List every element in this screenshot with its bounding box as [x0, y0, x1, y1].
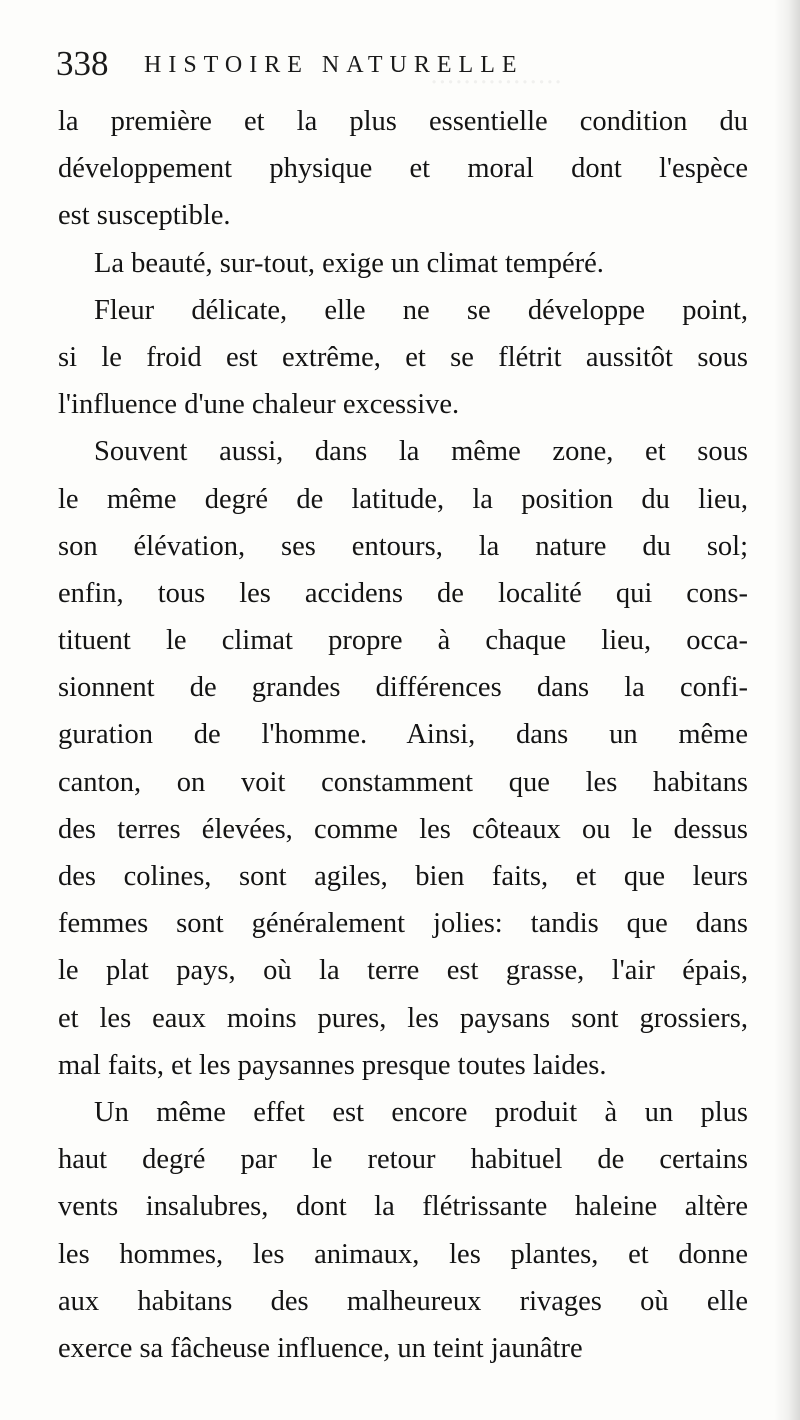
text-line: Un même effet est encore produit à un plus [94, 1096, 748, 1128]
text-line: haut degré par le retour habituel de certains [58, 1144, 748, 1176]
text-line: Fleur délicate, elle ne se développe point, [94, 294, 748, 326]
text-line: mal faits, et les paysannes presque toutes laides. [58, 1049, 607, 1081]
body-text [58, 98, 748, 1372]
text-line: si le froid est extrême, et se flétrit aussitôt sous [58, 341, 748, 373]
running-head: HISTOIRE NATURELLE [144, 52, 524, 78]
paragraph [58, 240, 748, 287]
page-edge-shadow [774, 0, 800, 1420]
page-number: 338 [56, 44, 109, 83]
paragraph [58, 428, 748, 1089]
text-line: son élévation, ses entours, la nature du sol; [58, 530, 748, 562]
text-line: le même degré de latitude, la position du lieu, [58, 483, 748, 515]
text-line: exerce sa fâcheuse influence, un teint jaunâtre [58, 1332, 583, 1364]
text-line: enfin, tous les accidens de localité qui cons- [58, 577, 748, 609]
text-line: Souvent aussi, dans la même zone, et sous [94, 436, 748, 468]
text-line: et les eaux moins pures, les paysans sont grossiers, [58, 1002, 748, 1034]
text-line: tituent le climat propre à chaque lieu, occa- [58, 625, 748, 657]
text-line: développement physique et moral dont l'espèce [58, 153, 748, 185]
text-line: aux habitans des malheureux rivages où elle [58, 1285, 748, 1317]
text-line: sionnent de grandes différences dans la confi- [58, 672, 748, 704]
text-line: La beauté, sur-tout, exige un climat tempéré. [94, 247, 604, 279]
paragraph [58, 98, 748, 240]
text-line: femmes sont généralement jolies: tandis que dans [58, 908, 748, 940]
paragraph [58, 287, 748, 429]
text-line: la première et la plus essentielle condition du [58, 106, 748, 137]
text-line: vents insalubres, dont la flétrissante haleine altère [58, 1191, 748, 1223]
text-line: est susceptible. [58, 200, 231, 232]
text-line: les hommes, les animaux, les plantes, et donne [58, 1238, 748, 1270]
paragraph [58, 1089, 748, 1372]
text-line: des terres élevées, comme les côteaux ou le dessus [58, 813, 748, 845]
text-line: canton, on voit constamment que les habitans [58, 766, 748, 798]
text-line: le plat pays, où la terre est grasse, l'air épais, [58, 955, 748, 987]
text-line: l'influence d'une chaleur excessive. [58, 389, 460, 421]
text-line: des colines, sont agiles, bien faits, et que leurs [58, 861, 748, 892]
text-line: guration de l'homme. Ainsi, dans un même [58, 719, 748, 751]
show-through-text: ················ [430, 68, 563, 98]
page-header [56, 42, 756, 86]
